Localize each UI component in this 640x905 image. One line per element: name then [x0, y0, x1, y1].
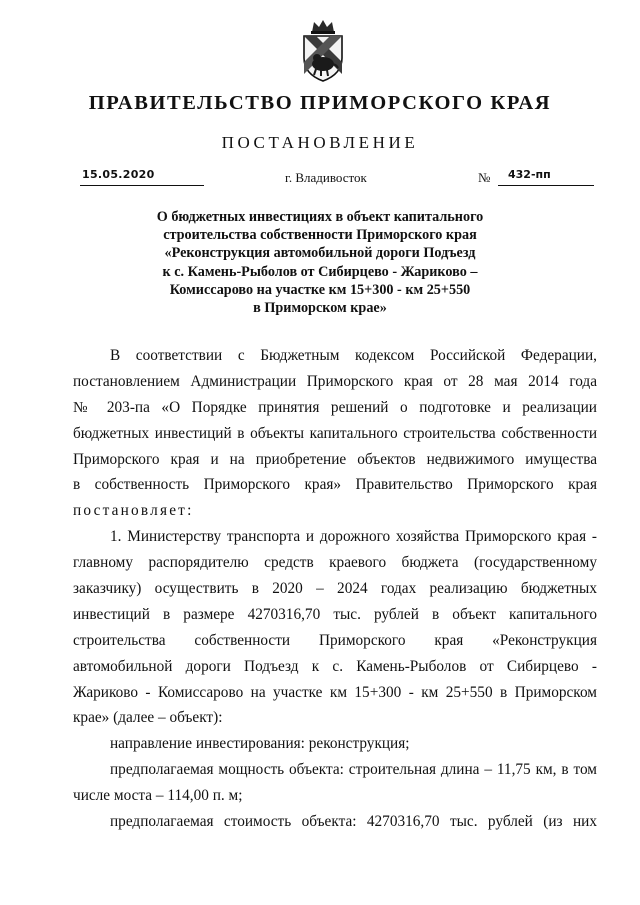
- document-date: 15.05.2020: [82, 168, 155, 181]
- body-line: крае» (далее – объект):: [73, 709, 223, 727]
- body-line: строительства собственности Приморского края «Реконструкция: [73, 631, 597, 649]
- body-line: В соответствии с Бюджетным кодексом Российской Федерации,: [110, 347, 597, 364]
- organization-title: ПРАВИТЕЛЬСТВО ПРИМОРСКОГО КРАЯ: [88, 92, 552, 114]
- body-line: постановлением Администрации Приморского края от 28 мая 2014 года: [73, 372, 597, 390]
- number-sign: №: [478, 170, 491, 185]
- body-line: направление инвестирования: реконструкция;: [110, 735, 410, 753]
- document-heading: [130, 208, 510, 317]
- body-line: Приморского края и на приобретение объектов недвижимого имущества: [73, 450, 597, 468]
- body-line: в собственность Приморского края» Правительство Приморского края: [73, 476, 597, 494]
- heading-line: О бюджетных инвестициях в объект капитального: [156, 209, 484, 225]
- document-number-field: [498, 170, 594, 186]
- document-body: [73, 343, 597, 835]
- body-line: автомобильной дороги Подъезд к с. Камень-Рыболов от Сибирцево -: [73, 657, 597, 675]
- document-date-field: [80, 170, 204, 186]
- heading-line: строительства собственности Приморского края: [163, 227, 477, 244]
- body-line-decree-word: постановляет:: [73, 502, 194, 520]
- heading-line: в Приморском крае»: [253, 300, 387, 317]
- document-city: г. Владивосток: [285, 170, 367, 185]
- body-line: числе моста – 114,00 п. м;: [73, 787, 243, 805]
- body-line: предполагаемая стоимость объекта: 4270316,70 тыс. рублей (из них: [110, 813, 597, 831]
- coat-of-arms-icon: [296, 18, 350, 84]
- body-line: Жариково - Комиссарово на участке км 15+300 - км 25+550 в Приморском: [73, 683, 597, 701]
- document-number: 432-пп: [508, 168, 551, 181]
- body-line: заказчику) осуществить в 2020 – 2024 годах реализацию бюджетных: [73, 580, 597, 598]
- heading-line: Комиссарово на участке км 15+300 - км 25+550: [169, 281, 471, 298]
- body-line: главному распорядителю средств краевого бюджета (государственному: [73, 554, 597, 572]
- body-line: предполагаемая мощность объекта: строительная длина – 11,75 км, в том: [110, 761, 597, 779]
- body-line: бюджетных инвестиций в объекты капитального строительства собственности: [73, 424, 597, 442]
- body-line: 1. Министерству транспорта и дорожного хозяйства Приморского края -: [110, 528, 597, 546]
- heading-line: к с. Камень-Рыболов от Сибирцево - Жариково –: [162, 263, 478, 280]
- document-type: ПОСТАНОВЛЕНИЕ: [221, 133, 419, 152]
- heading-line: «Реконструкция автомобильной дороги Подъезд: [164, 245, 476, 262]
- body-line: инвестиций в размере 4270316,70 тыс. рублей в объект капитального: [73, 605, 597, 623]
- body-line: № 203-па «О Порядке принятия решений о подготовке и реализации: [73, 398, 597, 416]
